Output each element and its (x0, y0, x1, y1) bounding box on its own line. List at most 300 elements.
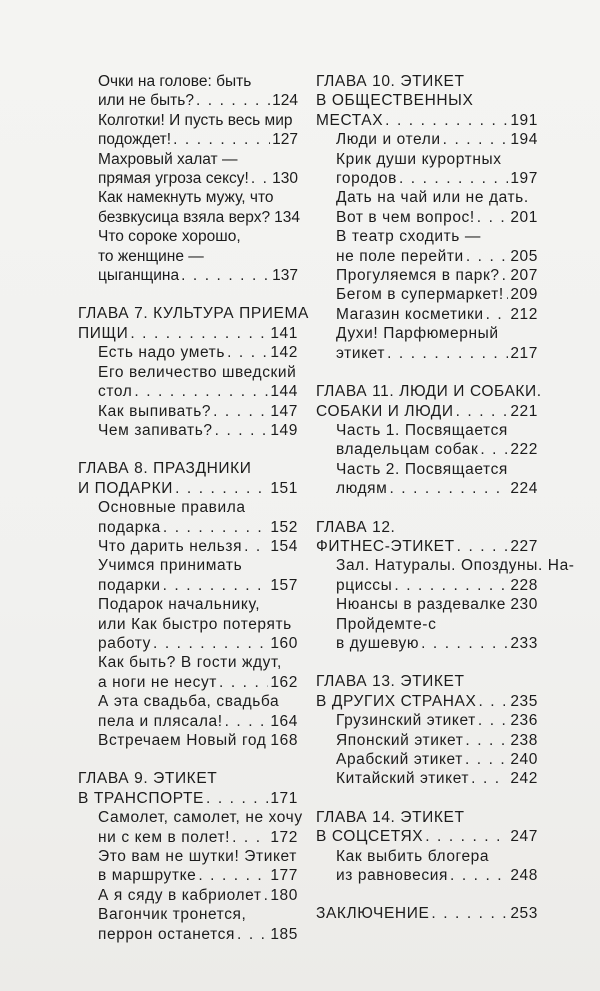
page-number: 212 (510, 305, 538, 323)
toc-text: Японский этикет (336, 731, 464, 749)
toc-line (78, 789, 298, 808)
dot-leader (225, 712, 269, 731)
toc-entry (78, 150, 298, 189)
page-number: 233 (510, 634, 538, 652)
page-number: 217 (510, 344, 538, 362)
toc-entry (78, 111, 298, 150)
toc-entry (78, 886, 298, 905)
chapter-heading (78, 459, 298, 498)
toc-entry (78, 537, 298, 556)
toc-text: Грузинский этикет (336, 712, 476, 730)
page-number: 194 (510, 131, 538, 149)
toc-line (78, 595, 298, 614)
page-number: 235 (510, 692, 538, 710)
toc-line (316, 479, 538, 498)
toc-line (78, 130, 298, 149)
toc-line (316, 440, 538, 459)
toc-text: ГЛАВА 11. ЛЮДИ И СОБАКИ. (316, 383, 542, 401)
toc-line (78, 91, 298, 110)
dot-leader (219, 673, 268, 692)
chapter-heading (316, 904, 538, 923)
toc-line (78, 518, 298, 537)
toc-text: цыганщина (98, 267, 180, 285)
toc-text: Как выбить блогера (336, 847, 490, 865)
page-number: 248 (510, 867, 538, 885)
toc-line (78, 769, 298, 788)
toc-text: Вагончик тронется, (98, 906, 247, 924)
dot-leader (163, 576, 269, 595)
toc-entry (316, 421, 538, 460)
toc-entry (316, 227, 538, 266)
toc-line (78, 208, 298, 227)
toc-line (316, 421, 538, 440)
toc-text: Пройдемте-с (336, 615, 437, 633)
toc-line (78, 459, 298, 478)
page-number: 227 (510, 537, 538, 555)
toc-entry (316, 188, 538, 227)
toc-entry (78, 847, 298, 886)
toc-entry (316, 460, 538, 499)
toc-line (316, 847, 538, 866)
toc-line (78, 343, 298, 362)
toc-text: подарка (98, 518, 161, 536)
page-number: 180 (270, 886, 298, 904)
toc-text: ЗАКЛЮЧЕНИЕ (316, 905, 430, 923)
dot-leader (480, 440, 508, 459)
toc-section (78, 72, 298, 285)
toc-text: прямая угроза сексу! (98, 170, 249, 188)
toc-text: Как намекнуть мужу, что (98, 189, 274, 207)
dot-leader (394, 576, 508, 595)
toc-line (316, 615, 538, 634)
toc-entry (78, 556, 298, 595)
toc-text: Часть 2. Посвящается (336, 460, 508, 478)
toc-line (316, 576, 538, 595)
page-number: 127 (272, 131, 298, 149)
toc-entry (78, 905, 298, 944)
toc-entry (316, 130, 538, 149)
toc-text: Учимся принимать (98, 557, 243, 575)
dot-leader (385, 111, 508, 130)
toc-line (78, 227, 298, 246)
toc-line (78, 537, 298, 556)
toc-line (316, 634, 538, 653)
toc-text: а ноги не несут (98, 673, 217, 691)
toc-line (316, 672, 538, 691)
page-number: 147 (270, 402, 298, 420)
toc-line (316, 150, 538, 169)
toc-text: Подарок начальнику, (98, 596, 261, 614)
toc-line (78, 479, 298, 498)
toc-line (316, 537, 538, 556)
toc-text: Очки на голове: быть (98, 73, 252, 90)
page-number: 162 (270, 673, 298, 691)
toc-entry (316, 595, 538, 614)
toc-entry (78, 595, 298, 653)
toc-text: из равновесия (336, 867, 449, 885)
dot-leader (215, 421, 269, 440)
dot-leader (478, 692, 508, 711)
toc-text: Что сороке хорошо, (98, 228, 241, 246)
toc-text: ГЛАВА 7. КУЛЬТУРА ПРИЕМА (78, 305, 309, 323)
dot-leader (196, 91, 270, 110)
toc-chapter (316, 904, 538, 923)
toc-text: В СОЦСЕТЯХ (316, 828, 424, 846)
toc-text: ГЛАВА 13. ЭТИКЕТ (316, 673, 465, 691)
toc-chapter (78, 769, 303, 944)
toc-line (78, 847, 298, 866)
toc-line (316, 305, 538, 324)
toc-line (78, 905, 298, 924)
toc-text: ГЛАВА 12. (316, 518, 396, 536)
dot-leader (502, 266, 509, 285)
toc-entry (78, 808, 303, 847)
toc-text: Арабский этикет (336, 751, 463, 768)
toc-text: Встречаем Новый год (98, 732, 267, 749)
toc-line (78, 692, 298, 711)
toc-entry (78, 343, 298, 362)
toc-text: Китайский этикет (336, 770, 470, 788)
toc-text: Магазин косметики (336, 305, 484, 323)
toc-entry (78, 421, 298, 440)
chapter-heading (316, 72, 538, 130)
dot-leader (477, 208, 509, 227)
toc-chapter (316, 382, 542, 498)
toc-text: Это вам не шутки! Этикет (98, 848, 297, 866)
dot-leader (134, 382, 268, 401)
toc-text: людям (336, 480, 388, 498)
toc-text: Крик души курортных (336, 150, 502, 168)
toc-text: то женщине — (98, 247, 204, 265)
toc-text: В ТРАНСПОРТЕ (78, 789, 204, 807)
page-number: 222 (510, 441, 538, 459)
dot-leader (389, 479, 508, 498)
page-number: 157 (270, 576, 298, 594)
toc-chapter (78, 304, 309, 440)
toc-line (78, 324, 298, 343)
toc-line (316, 91, 538, 110)
page-number: 151 (270, 479, 298, 497)
toc-entry (316, 847, 538, 886)
dot-leader (227, 343, 268, 362)
toc-text: ГЛАВА 10. ЭТИКЕТ (316, 73, 465, 90)
toc-line (316, 285, 538, 304)
page-number: 240 (510, 751, 538, 768)
toc-line (78, 886, 298, 905)
page-number: 236 (510, 712, 538, 730)
page-number: 221 (510, 402, 538, 420)
page-number: 177 (270, 867, 298, 885)
toc-line (78, 498, 298, 517)
page-number: 230 (510, 596, 538, 614)
dot-leader (486, 305, 509, 324)
toc-line (78, 576, 298, 595)
toc-chapter (316, 518, 575, 654)
toc-text: В театр сходить — (336, 228, 481, 246)
dot-leader (421, 634, 508, 653)
toc-text: безвкусица взяла верх? (98, 208, 271, 226)
chapter-heading (78, 769, 298, 808)
page-number: 144 (270, 383, 298, 401)
toc-line (316, 111, 538, 130)
dot-leader (153, 634, 268, 653)
toc-line (316, 692, 538, 711)
toc-text: Дать на чай или не дать. (336, 189, 529, 207)
toc-entry (78, 498, 298, 537)
toc-line (78, 363, 298, 382)
toc-entry (78, 731, 298, 750)
toc-line (78, 634, 298, 653)
dot-leader (478, 711, 508, 730)
toc-text: Основные правила (98, 499, 246, 517)
toc-text: Чем запивать? (98, 421, 213, 439)
toc-line (316, 750, 538, 769)
toc-line (78, 111, 298, 130)
toc-line (316, 827, 538, 846)
toc-line (316, 731, 538, 750)
toc-line (316, 808, 538, 827)
page-number: 253 (510, 905, 538, 923)
toc-line (316, 344, 538, 363)
toc-text: Вот в чем вопрос! (336, 208, 475, 226)
toc-entry (316, 711, 538, 730)
toc-line (78, 188, 298, 207)
toc-text: не поле перейти (336, 247, 464, 265)
toc-line (316, 247, 538, 266)
toc-text: И ПОДАРКИ (78, 479, 174, 497)
toc-entry (316, 324, 538, 363)
dot-leader (181, 266, 270, 285)
dot-leader (163, 518, 268, 537)
toc-text: городов (336, 170, 397, 188)
chapter-heading (316, 672, 538, 711)
dot-leader (450, 866, 508, 885)
toc-line (78, 169, 298, 188)
page-number: 164 (270, 712, 298, 730)
page-number: 247 (510, 828, 538, 846)
toc-line (316, 769, 538, 788)
toc-text: Есть надо уметь (98, 344, 226, 362)
dot-leader (251, 169, 270, 188)
toc-text: Его величество шведский (98, 363, 297, 381)
page-number: 197 (510, 170, 538, 188)
page-number: 160 (270, 634, 298, 652)
toc-text: А эта свадьба, свадьба (98, 693, 280, 711)
chapter-heading (316, 518, 538, 557)
toc-line (78, 266, 298, 285)
toc-text: Самолет, самолет, не хочу (98, 809, 303, 827)
dot-leader (465, 731, 508, 750)
page-number: 209 (510, 286, 538, 304)
toc-text: ГЛАВА 9. ЭТИКЕТ (78, 770, 218, 788)
toc-line (78, 925, 298, 944)
dot-leader (457, 537, 509, 556)
dot-leader (456, 402, 509, 421)
toc-line (316, 72, 538, 91)
toc-text: ФИТНЕС-ЭТИКЕТ (316, 537, 455, 555)
toc-line (316, 904, 538, 923)
page-number: 205 (510, 247, 538, 265)
toc-text: Махровый халат — (98, 150, 238, 168)
page-number: 152 (270, 518, 298, 536)
toc-chapter (316, 72, 538, 363)
dot-leader (387, 344, 508, 363)
toc-text: в душевую (336, 634, 420, 652)
toc-text: Часть 1. Посвящается (336, 421, 508, 439)
toc-line (78, 421, 298, 440)
dot-leader (264, 886, 269, 905)
dot-leader (465, 750, 508, 769)
toc-line (316, 595, 538, 614)
toc-text: Бегом в супермаркет! (336, 286, 504, 304)
toc-entry (316, 731, 538, 750)
toc-line (78, 382, 298, 401)
toc-text: пела и плясала! (98, 712, 223, 730)
toc-entry (78, 692, 298, 731)
dot-leader (213, 402, 268, 421)
toc-text: подождет! (98, 131, 172, 149)
toc-entry (316, 769, 538, 788)
toc-line (78, 866, 298, 885)
dot-leader (232, 828, 268, 847)
toc-line (78, 304, 309, 323)
toc-text: или Как быстро потерять (98, 615, 292, 633)
toc-text: ни с кем в полет! (98, 828, 231, 846)
toc-text: Что дарить нельзя (98, 537, 243, 555)
page-number: 191 (510, 111, 538, 129)
toc-line (316, 866, 538, 885)
toc-text: Зал. Натуралы. Опоздуны. На- (336, 557, 575, 575)
toc-text: этикет (336, 344, 386, 362)
dot-leader (466, 247, 509, 266)
page-number: 224 (510, 480, 538, 498)
toc-text: А я сяду в кабриолет (98, 886, 262, 904)
page-number: 137 (272, 267, 298, 285)
page-number: 228 (510, 576, 538, 594)
dot-leader (443, 130, 509, 149)
toc-line (316, 711, 538, 730)
toc-line (78, 150, 298, 169)
toc-chapter (316, 672, 538, 788)
dot-leader (471, 769, 508, 788)
dot-leader (237, 925, 268, 944)
toc-text: Духи! Парфюмерный (336, 325, 499, 343)
toc-line (78, 731, 298, 750)
page-number: 134 (274, 208, 300, 226)
toc-text: подарки (98, 576, 161, 594)
toc-text: или не быть? (98, 92, 194, 110)
toc-text: перрон останется (98, 925, 235, 943)
toc-line (316, 324, 538, 343)
page-number: 168 (270, 732, 299, 749)
dot-leader (399, 169, 508, 188)
toc-text: В ДРУГИХ СТРАНАХ (316, 692, 477, 710)
toc-text: ПИЩИ (78, 324, 129, 342)
dot-leader (130, 324, 268, 343)
dot-leader (175, 479, 268, 498)
dot-leader (506, 285, 509, 304)
page-number: 171 (270, 789, 298, 807)
toc-line (78, 653, 298, 672)
dot-leader (198, 866, 268, 885)
toc-text: Как выпивать? (98, 402, 212, 420)
toc-line (316, 169, 538, 188)
toc-line (316, 518, 538, 537)
toc-line (316, 130, 538, 149)
toc-entry (316, 615, 538, 654)
toc-entry (78, 188, 298, 227)
dot-leader (206, 789, 268, 808)
toc-line (78, 402, 298, 421)
toc-text: Люди и отели (336, 131, 441, 149)
toc-line (78, 808, 303, 827)
toc-text: СОБАКИ И ЛЮДИ (316, 402, 454, 420)
toc-entry (78, 653, 298, 692)
toc-text: владельцам собак (336, 441, 479, 459)
page-number: 130 (272, 170, 298, 188)
toc-line (78, 72, 298, 91)
page-number: 141 (270, 324, 298, 342)
toc-line (78, 828, 298, 847)
chapter-heading (316, 808, 538, 847)
toc-entry (316, 285, 538, 304)
chapter-heading (316, 382, 542, 421)
dot-leader (244, 537, 268, 556)
toc-line (78, 556, 298, 575)
page-number: 185 (270, 925, 298, 943)
page-number: 149 (270, 421, 298, 439)
page-number: 201 (510, 208, 538, 226)
toc-column-right (316, 72, 575, 943)
page-number: 207 (510, 267, 538, 285)
toc-text: Колготки! И пусть весь мир (98, 111, 293, 129)
dot-leader (173, 130, 270, 149)
page-number: 124 (272, 92, 298, 110)
toc-entry (316, 150, 538, 189)
dot-leader (425, 827, 508, 846)
toc-entry (78, 72, 298, 111)
toc-text: В ОБЩЕСТВЕННЫХ (316, 92, 474, 110)
toc-chapter (78, 459, 298, 750)
toc-line (78, 712, 298, 731)
page-number: 172 (270, 828, 298, 846)
toc-text: работу (98, 634, 152, 652)
toc-text: Прогуляемся в парк? (336, 267, 500, 285)
toc-text: рциссы (336, 576, 393, 594)
toc-entry (78, 227, 298, 285)
toc-text: в маршрутке (98, 867, 197, 885)
toc-line (316, 382, 542, 401)
chapter-heading (78, 304, 309, 343)
page-number: 238 (510, 731, 538, 749)
toc-text: ГЛАВА 14. ЭТИКЕТ (316, 808, 465, 826)
toc-entry (316, 750, 538, 769)
toc-line (316, 460, 538, 479)
page-number: 142 (270, 344, 298, 362)
toc-line (78, 615, 298, 634)
toc-line (316, 188, 538, 207)
toc-entry (78, 363, 298, 402)
toc-line (316, 208, 538, 227)
toc-entry (316, 305, 538, 324)
toc-chapter (316, 808, 538, 886)
toc-text: Нюансы в раздевалке (336, 596, 506, 614)
toc-line (316, 227, 538, 246)
toc-line (316, 402, 538, 421)
toc-line (78, 247, 298, 266)
toc-text: Как быть? В гости ждут, (98, 654, 282, 672)
toc-column-left (78, 72, 309, 963)
